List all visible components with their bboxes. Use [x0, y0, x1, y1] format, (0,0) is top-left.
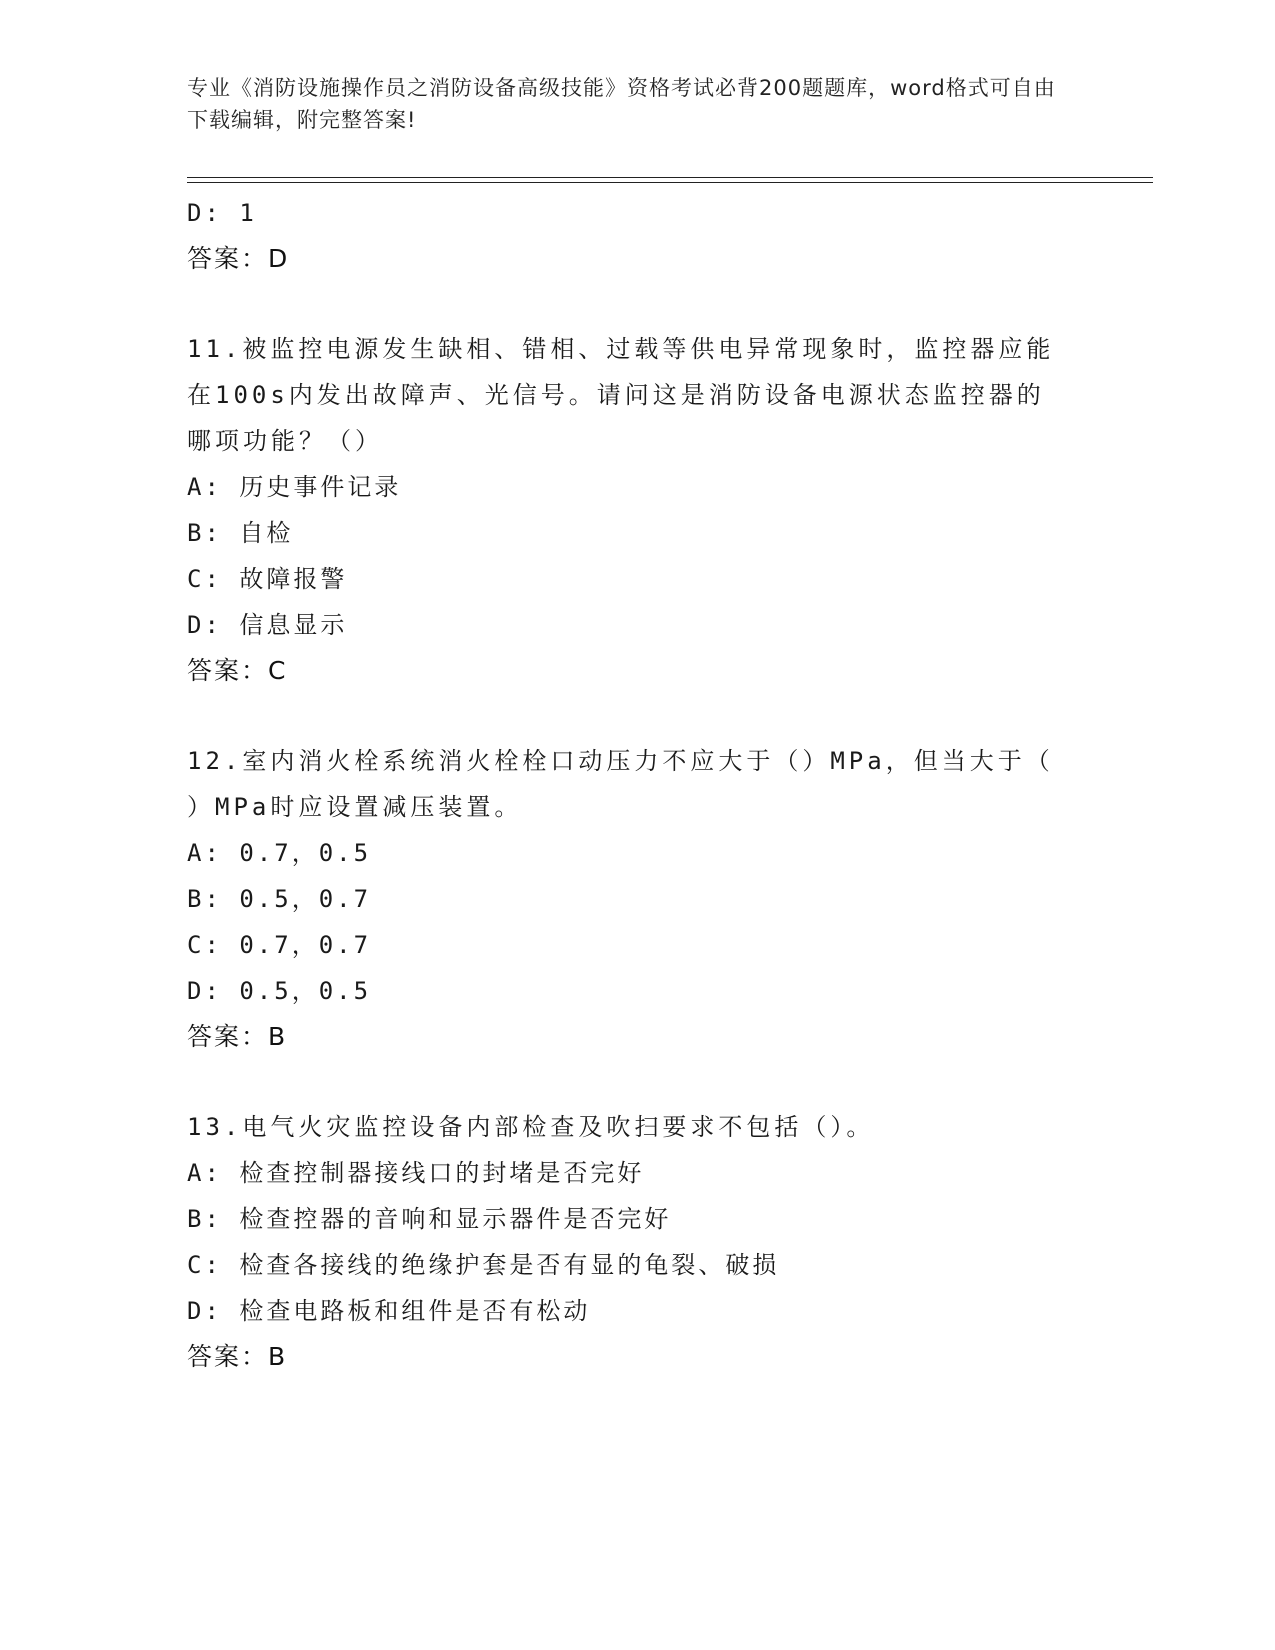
- option-d: D: 0.5，0.5: [187, 977, 372, 1005]
- option-d: D: 信息显示: [187, 611, 348, 639]
- header-divider-bottom: [187, 182, 1153, 183]
- question-12: [187, 738, 1087, 1060]
- question-11: [187, 326, 1087, 694]
- option-c: C: 检查各接线的绝缘护套是否有显的龟裂、破损: [187, 1251, 780, 1279]
- spacer: [187, 282, 1087, 326]
- answer-line: 答案：B: [187, 1022, 288, 1051]
- question-stem-line: ）MPa时应设置减压装置。: [187, 793, 523, 821]
- question-stem-line: 在100s内发出故障声、光信号。请问这是消防设备电源状态监控器的: [187, 381, 1045, 409]
- question-stem-line: 13.电气火灾监控设备内部检查及吹扫要求不包括（）。: [187, 1113, 875, 1141]
- option-a: A: 0.7，0.5: [187, 839, 372, 867]
- question-13: [187, 1104, 1087, 1380]
- option-b: B: 0.5，0.7: [187, 885, 372, 913]
- header-divider-top: [187, 177, 1153, 178]
- option-d: D: 检查电路板和组件是否有松动: [187, 1297, 591, 1325]
- option-d: D: 1: [187, 199, 257, 227]
- option-b: B: 自检: [187, 519, 294, 547]
- answer-line: 答案：B: [187, 1342, 288, 1371]
- option-c: C: 0.7，0.7: [187, 931, 372, 959]
- question-stem-line: 11.被监控电源发生缺相、错相、过载等供电异常现象时，监控器应能: [187, 335, 1055, 363]
- option-a: A: 历史事件记录: [187, 473, 402, 501]
- answer-line: 答案：C: [187, 656, 288, 685]
- question-stem-line: 哪项功能？（）: [187, 427, 383, 455]
- option-c: C: 故障报警: [187, 565, 348, 593]
- answer-line: 答案：D: [187, 244, 290, 273]
- question-stem-line: 12.室内消火栓系统消火栓栓口动压力不应大于（）MPa，但当大于（: [187, 747, 1054, 775]
- document-body: [187, 190, 1087, 1380]
- page-header: 专业《消防设施操作员之消防设备高级技能》资格考试必背200题题库，word格式可自由下载编辑，附完整答案!: [187, 76, 1056, 132]
- option-b: B: 检查控器的音响和显示器件是否完好: [187, 1205, 672, 1233]
- spacer: [187, 694, 1087, 738]
- previous-question-tail: [187, 190, 1087, 282]
- spacer: [187, 1060, 1087, 1104]
- option-a: A: 检查控制器接线口的封堵是否完好: [187, 1159, 645, 1187]
